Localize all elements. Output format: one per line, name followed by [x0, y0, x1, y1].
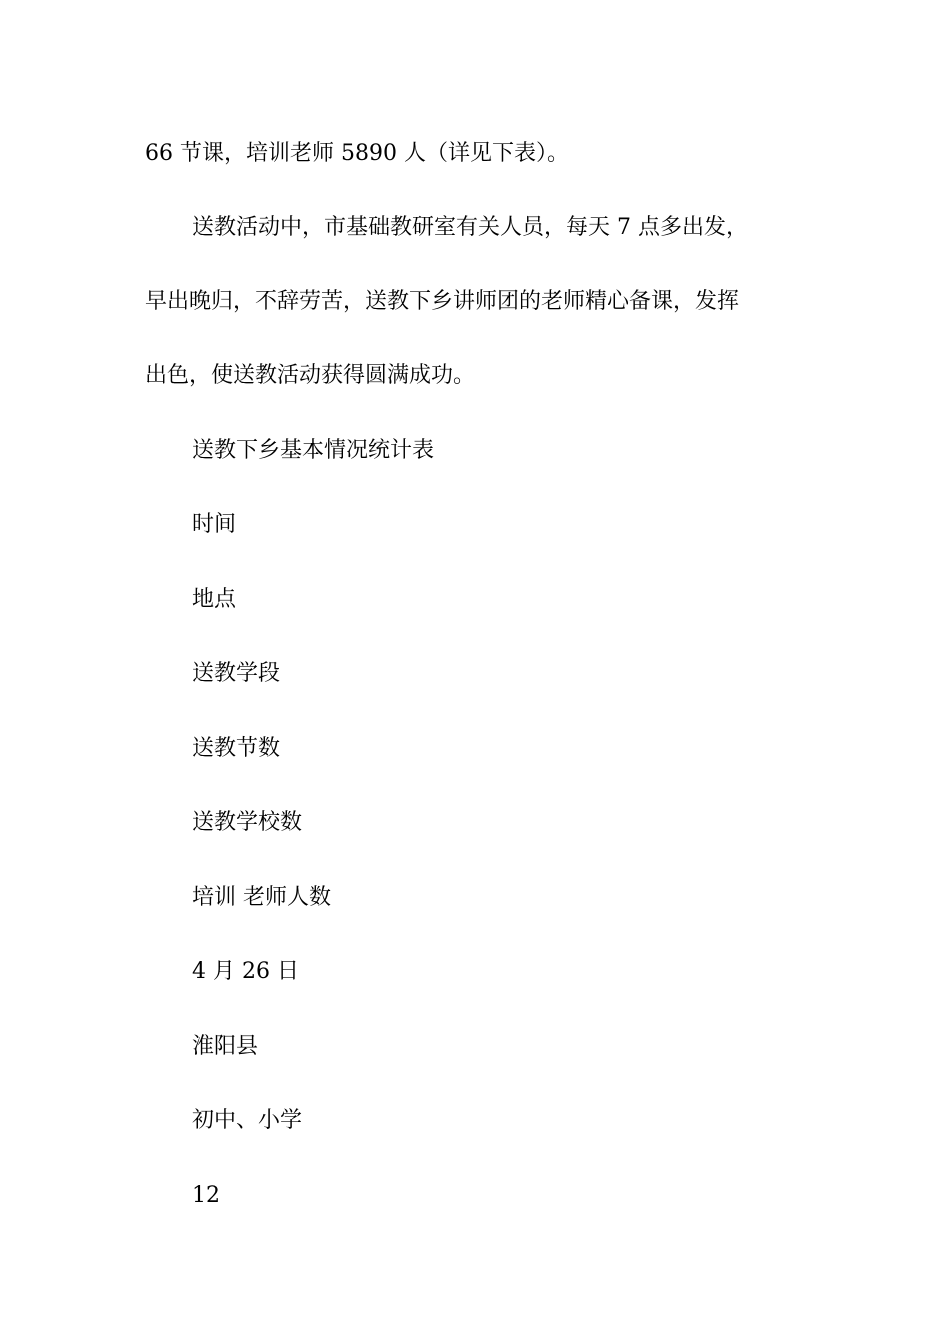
table-header-cell: 培训 老师人数 [192, 885, 331, 910]
table-header-cell: 送教节数 [192, 736, 281, 761]
table-cell: 4 月 26 日 [192, 959, 299, 984]
table-header-cell: 地点 [192, 587, 237, 612]
table-cell: 12 [192, 1183, 220, 1208]
table-cell: 初中、小学 [192, 1108, 303, 1133]
paragraph-line: 送教活动中，市基础教研室有关人员，每天 7 点多出发， [192, 215, 748, 240]
table-title: 送教下乡基本情况统计表 [192, 438, 435, 463]
table-header-cell: 送教学校数 [192, 810, 303, 835]
table-cell: 淮阳县 [192, 1034, 259, 1059]
table-header-cell: 时间 [192, 512, 237, 537]
paragraph-line: 66 节课，培训老师 5890 人（详见下表）。 [145, 141, 569, 166]
paragraph-line: 早出晚归，不辞劳苦，送教下乡讲师团的老师精心备课，发挥 [145, 289, 740, 314]
paragraph-line: 出色，使送教活动获得圆满成功。 [145, 363, 476, 388]
table-header-cell: 送教学段 [192, 661, 281, 686]
